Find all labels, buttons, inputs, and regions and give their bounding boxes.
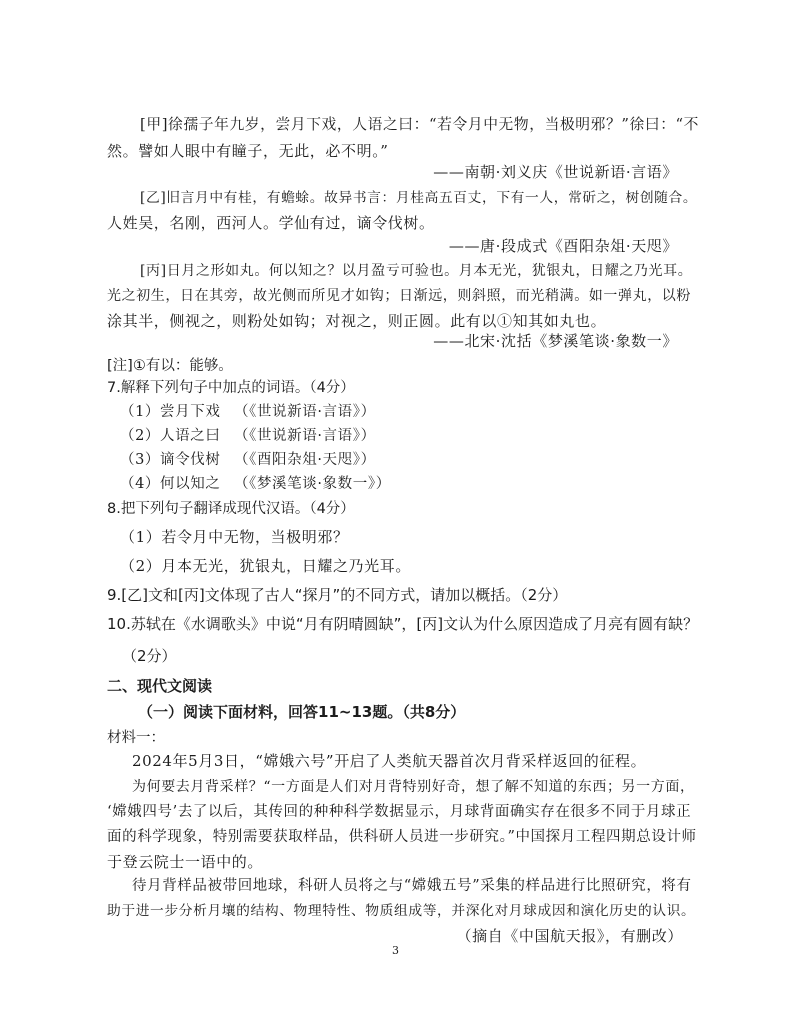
annotation-note: [注]①有以：能够。 xyxy=(107,358,233,374)
question-9: 9.[乙]文和[丙]文体现了古人“探月”的不同方式，请加以概括。（2分） xyxy=(107,586,568,604)
question-7-item-label: （1）尝月下戏 xyxy=(120,404,221,420)
material-paragraph-line: 待月背样品被带回地球，科研人员将之与“嫦娥五号”采集的样品进行比照研究，将有 xyxy=(132,878,692,894)
passage-jia-line1: [甲]徐孺子年九岁，尝月下戏，人语之曰：“若令月中无物，当极明邪？”徐曰：“不 xyxy=(140,116,700,133)
question-7-item xyxy=(120,426,376,446)
material-paragraph-line: 为何要去月背采样？“一方面是人们对月背特别好奇，想了解不知道的东西；另一方面， xyxy=(132,779,695,795)
question-7-item xyxy=(120,402,376,422)
material-paragraph-line: 面的科学现象，特别需要获取样品，供科研人员进一步研究。”中国探月工程四期总设计师 xyxy=(107,829,697,845)
material-paragraph-line: 助于进一步分析月壤的结构、物理特性、物质组成等，并深化对月球成因和演化历史的认识。 xyxy=(107,903,696,919)
question-7-item-ref: （《梦溪笔谈·象数一》） xyxy=(234,476,391,492)
material-source: （摘自《中国航天报》，有删改） xyxy=(456,927,683,945)
passage-bing-line1: [丙]日月之形如丸。何以知之？以月盈亏可验也。月本无光，犹银丸，日耀之乃光耳。 xyxy=(140,263,693,279)
question-7-item-label: （2）人语之曰 xyxy=(120,428,221,444)
question-7-item xyxy=(120,474,391,494)
question-7-item-ref: （《世说新语·言语》） xyxy=(234,404,376,420)
page-number: 3 xyxy=(392,944,399,957)
question-7-item xyxy=(120,450,376,470)
passage-yi-source: ——唐·段成式《酉阳杂俎·天咫》 xyxy=(448,237,678,255)
question-7-item-ref: （《酉阳杂俎·天咫》） xyxy=(234,452,376,468)
passage-jia-source: ——南朝·刘义庆《世说新语·言语》 xyxy=(433,163,678,181)
question-7-item-ref: （《世说新语·言语》） xyxy=(234,428,376,444)
question-8-item-1: （1）若令月中无物，当极明邪？ xyxy=(120,528,349,546)
passage-yi-line1: [乙]旧言月中有桂，有蟾蜍。故异书言：月桂高五百丈，下有一人，常斫之，树创随合。 xyxy=(140,190,698,206)
passage-bing-source: ——北宋·沈括《梦溪笔谈·象数一》 xyxy=(433,332,678,350)
passage-bing-line2: 光之初生，日在其旁，故光侧而所见才如钩；日渐远，则斜照，而光稍满。如一弹丸，以粉 xyxy=(107,288,691,304)
material-paragraph-line: ‘嫦娥四号’去了以后，其传回的种种科学数据显示，月球背面确实存在很多不同于月球正 xyxy=(107,804,692,820)
section-2-title: 二、现代文阅读 xyxy=(107,677,213,695)
question-7-item-label: （3）谪令伐树 xyxy=(120,452,221,468)
material-label: 材料一： xyxy=(107,730,165,746)
question-8-item-2: （2）月本无光，犹银丸，日耀之乃光耳。 xyxy=(120,557,411,575)
question-10-line2: （2分） xyxy=(122,647,177,665)
question-7-item-label: （4）何以知之 xyxy=(120,476,221,492)
passage-jia-line2: 然。譬如人眼中有瞳子，无此，必不明。” xyxy=(107,142,389,160)
passage-bing-line3: 涂其半，侧视之，则粉处如钩；对视之，则正圆。此有以①知其如丸也。 xyxy=(107,312,607,330)
passage-yi-line2: 人姓吴，名刚，西河人。学仙有过，谪令伐树。 xyxy=(107,214,435,232)
question-7-title: 7.解释下列句子中加点的词语。（4分） xyxy=(107,380,355,396)
section-2-subsection-title: （一）阅读下面材料，回答11~13题。（共8分） xyxy=(138,703,466,721)
material-paragraph-line: 2024年5月3日，“嫦娥六号”开启了人类航天器首次月背采样返回的征程。 xyxy=(132,752,647,770)
material-paragraph-line: 于登云院士一语中的。 xyxy=(107,853,264,871)
question-10-line1: 10.苏轼在《水调歌头》中说“月有阴晴圆缺”，[丙]文认为什么原因造成了月亮有圆有缺？ xyxy=(107,615,699,633)
question-8-title: 8.把下列句子翻译成现代汉语。（4分） xyxy=(107,501,355,517)
